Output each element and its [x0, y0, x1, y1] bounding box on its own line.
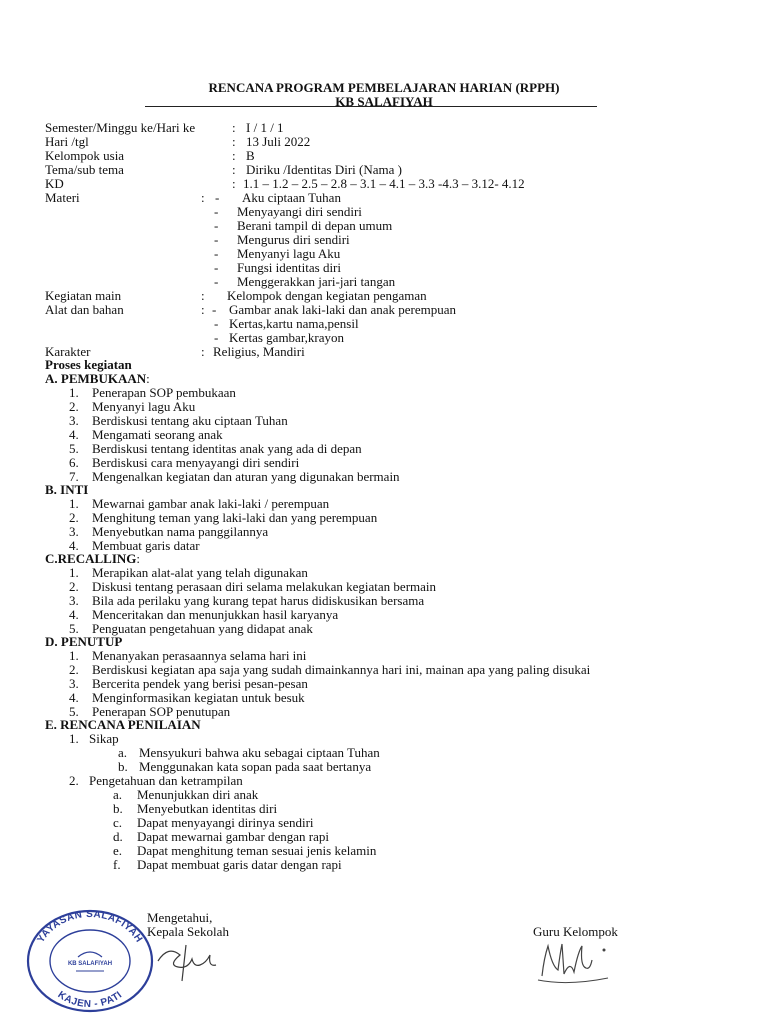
list-number: 5. — [69, 704, 79, 719]
section-heading-recalling — [45, 552, 140, 566]
list-item: Menceritakan dan menunjukkan hasil karyanya — [92, 607, 339, 622]
section-heading-suffix: : — [136, 551, 140, 566]
list-number: 5. — [69, 621, 79, 636]
list-letter: d. — [113, 829, 123, 844]
list-letter: c. — [113, 815, 123, 830]
info-value-hari: 13 Juli 2022 — [246, 134, 311, 149]
list-dash: - — [214, 260, 219, 275]
info-value-kd: 1.1 – 1.2 – 2.5 – 2.8 – 3.1 – 4.1 – 3.3 -4.3 – 3.12- 4.12 — [243, 176, 525, 191]
list-item: Mensyukuri bahwa aku sebagai ciptaan Tuhan — [139, 745, 380, 760]
section-heading-inti — [45, 483, 88, 497]
info-label-kelompok: Kelompok usia — [45, 148, 125, 163]
list-letter: f. — [113, 857, 121, 872]
list-item: Berdiskusi kegiatan apa saja yang sudah dimainkannya hari ini, mainan apa yang paling disukai — [92, 662, 591, 677]
list-number: 4. — [69, 538, 79, 553]
list-item: Menggunakan kata sopan pada saat bertanya — [139, 759, 372, 774]
section-heading-suffix: : — [146, 371, 150, 386]
info-value-kelompok: B — [246, 148, 255, 163]
info-label-tema: Tema/sub tema — [45, 162, 124, 177]
list-item: Berdiskusi cara menyayangi diri sendiri — [92, 455, 300, 470]
stamp-top-text: YAYASAN SALAFIYAH — [35, 908, 145, 945]
group-title-pengetahuan: Pengetahuan dan ketrampilan — [89, 773, 243, 788]
list-item: Diskusi tentang perasaan diri selama melakukan kegiatan bermain — [92, 579, 437, 594]
guru-kelompok-label: Guru Kelompok — [533, 924, 618, 939]
list-item: Berdiskusi tentang identitas anak yang ada di depan — [92, 441, 362, 456]
list-dash: - — [214, 204, 219, 219]
list-number: 5. — [69, 441, 79, 456]
kegiatan-main-value: Kelompok dengan kegiatan pengaman — [227, 288, 427, 303]
kegiatan-main-colon: : — [201, 288, 205, 303]
list-dash: - — [215, 190, 220, 205]
list-number: 2. — [69, 773, 79, 788]
group-title-sikap: Sikap — [89, 731, 119, 746]
stamp-center-text: KB SALAFIYAH — [67, 961, 113, 967]
kepala-sekolah-signature — [152, 935, 222, 985]
section-heading-text: D. PENUTUP — [45, 634, 123, 649]
list-item: Dapat menghitung teman sesuai jenis kelamin — [137, 843, 377, 858]
list-item: Menunjukkan diri anak — [137, 787, 259, 802]
info-colon: : — [232, 162, 236, 177]
list-number: 3. — [69, 593, 79, 608]
list-dash: - — [214, 218, 219, 233]
alat-bahan-item: Kertas,kartu nama,pensil — [229, 316, 359, 331]
list-letter: b. — [113, 801, 123, 816]
list-number: 3. — [69, 524, 79, 539]
materi-item: Fungsi identitas diri — [237, 260, 341, 275]
list-letter: a. — [118, 745, 128, 760]
materi-label: Materi — [45, 190, 80, 205]
list-item: Bercerita pendek yang berisi pesan-pesan — [92, 676, 308, 691]
alat-bahan-item: Gambar anak laki-laki dan anak perempuan — [229, 302, 457, 317]
materi-item: Menggerakkan jari-jari tangan — [237, 274, 396, 289]
info-colon: : — [232, 120, 236, 135]
list-number: 4. — [69, 427, 79, 442]
section-heading-pembukaan — [45, 372, 150, 386]
list-item: Dapat membuat garis datar dengan rapi — [137, 857, 342, 872]
section-heading-penilaian: E. RENCANA PENILAIAN — [45, 717, 201, 732]
list-number: 3. — [69, 676, 79, 691]
list-item: Penerapan SOP penutupan — [92, 704, 231, 719]
list-item: Merapikan alat-alat yang telah digunakan — [92, 565, 308, 580]
list-item: Penerapan SOP pembukaan — [92, 385, 236, 400]
list-item: Mewarnai gambar anak laki-laki / perempuan — [92, 496, 330, 511]
section-heading-text: A. PEMBUKAAN — [45, 371, 147, 386]
list-number: 7. — [69, 469, 79, 484]
materi-item: Menyayangi diri sendiri — [237, 204, 362, 219]
materi-item: Mengurus diri sendiri — [237, 232, 350, 247]
title-underline — [145, 106, 597, 107]
info-value-semester: I / 1 / 1 — [246, 120, 284, 135]
document-subtitle: KB SALAFIYAH — [335, 94, 433, 109]
school-stamp — [24, 905, 156, 1013]
list-number: 3. — [69, 413, 79, 428]
materi-item: Aku ciptaan Tuhan — [242, 190, 341, 205]
list-item: Menyebutkan nama panggilannya — [92, 524, 269, 539]
guru-kelompok-signature — [534, 936, 614, 992]
list-number: 2. — [69, 662, 79, 677]
section-heading-penutup — [45, 635, 122, 649]
list-letter: b. — [118, 759, 128, 774]
karakter-value: Religius, Mandiri — [213, 344, 305, 359]
stamp-bottom-text: KAJEN - PATI — [55, 989, 125, 1011]
list-item: Dapat mewarnai gambar dengan rapi — [137, 829, 330, 844]
materi-item: Berani tampil di depan umum — [237, 218, 393, 233]
section-heading-text: C.RECALLING — [45, 551, 137, 566]
list-dash: - — [214, 246, 219, 261]
list-item: Menyebutkan identitas diri — [137, 801, 278, 816]
list-number: 1. — [69, 648, 79, 663]
materi-item: Menyanyi lagu Aku — [237, 246, 341, 261]
list-number: 2. — [69, 510, 79, 525]
list-dash: - — [214, 232, 219, 247]
list-item: Membuat garis datar — [92, 538, 200, 553]
list-number: 2. — [69, 579, 79, 594]
section-heading-text: B. INTI — [45, 482, 89, 497]
info-colon: : — [232, 176, 236, 191]
karakter-label: Karakter — [45, 344, 91, 359]
materi-colon: : — [201, 190, 205, 205]
list-number: 1. — [69, 496, 79, 511]
info-colon: : — [232, 134, 236, 149]
karakter-colon: : — [201, 344, 205, 359]
list-number: 2. — [69, 399, 79, 414]
list-item: Penguatan pengetahuan yang didapat anak — [92, 621, 313, 636]
mengetahui-label: Mengetahui, — [147, 910, 213, 925]
info-label-hari: Hari /tgl — [45, 134, 89, 149]
list-item: Menghitung teman yang laki-laki dan yang perempuan — [92, 510, 378, 525]
info-label-semester: Semester/Minggu ke/Hari ke — [45, 120, 196, 135]
list-number: 1. — [69, 385, 79, 400]
alat-bahan-label: Alat dan bahan — [45, 302, 124, 317]
info-colon: : — [232, 148, 236, 163]
document-title: RENCANA PROGRAM PEMBELAJARAN HARIAN (RPPH) — [208, 80, 560, 95]
list-dash: - — [214, 330, 219, 345]
list-item: Berdiskusi tentang aku ciptaan Tuhan — [92, 413, 288, 428]
list-item: Mengamati seorang anak — [92, 427, 223, 442]
list-dash: - — [212, 302, 217, 317]
list-number: 1. — [69, 731, 79, 746]
kepala-sekolah-label: Kepala Sekolah — [147, 924, 229, 939]
list-letter: a. — [113, 787, 123, 802]
list-number: 4. — [69, 607, 79, 622]
list-item: Dapat menyayangi dirinya sendiri — [137, 815, 314, 830]
list-dash: - — [214, 316, 219, 331]
list-number: 6. — [69, 455, 79, 470]
list-item: Mengenalkan kegiatan dan aturan yang digunakan bermain — [92, 469, 400, 484]
list-item: Bila ada perilaku yang kurang tepat harus didiskusikan bersama — [92, 593, 425, 608]
list-letter: e. — [113, 843, 123, 858]
list-item: Menginformasikan kegiatan untuk besuk — [92, 690, 305, 705]
list-number: 4. — [69, 690, 79, 705]
info-label-kd: KD — [45, 176, 64, 191]
list-dash: - — [214, 274, 219, 289]
alat-bahan-colon: : — [201, 302, 205, 317]
kegiatan-main-label: Kegiatan main — [45, 288, 122, 303]
list-item: Menanyakan perasaannya selama hari ini — [92, 648, 307, 663]
list-number: 1. — [69, 565, 79, 580]
proses-heading: Proses kegiatan — [45, 357, 132, 372]
alat-bahan-item: Kertas gambar,krayon — [229, 330, 344, 345]
list-item: Menyanyi lagu Aku — [92, 399, 196, 414]
info-value-tema: Diriku /Identitas Diri (Nama ) — [246, 162, 402, 177]
